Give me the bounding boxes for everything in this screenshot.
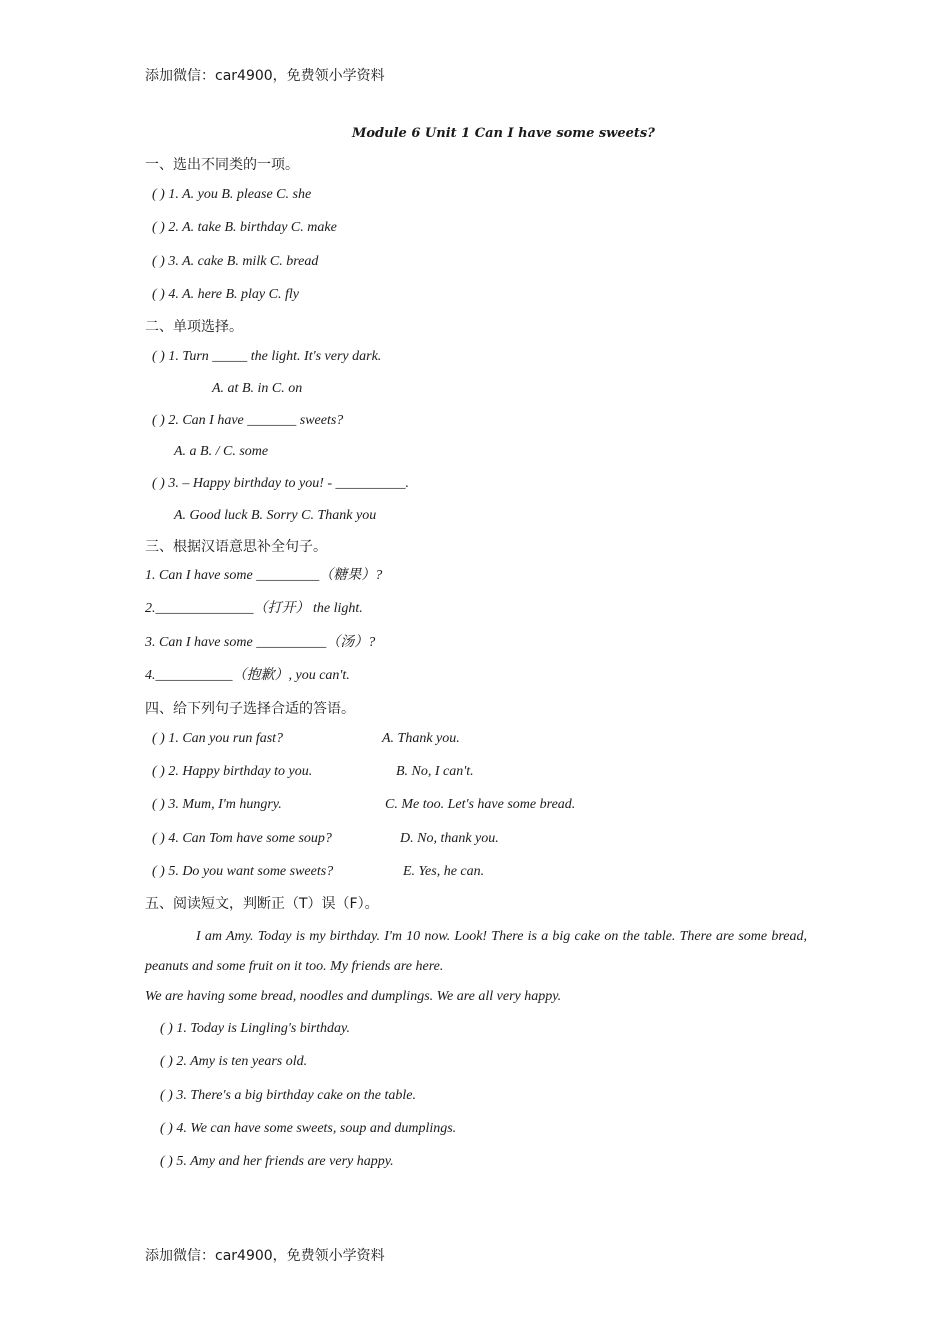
sec1-item-2: ( ) 2. A. take B. birthday C. make — [152, 220, 337, 235]
sec2-question-2: ( ) 2. Can I have _______ sweets? — [152, 413, 344, 428]
sec1-item-3: ( ) 3. A. cake B. milk C. bread — [152, 254, 319, 269]
sec5-item-1: ( ) 1. Today is Lingling's birthday. — [160, 1021, 350, 1036]
page-footer: 添加微信：car4900，免费领小学资料 — [145, 1248, 385, 1264]
sec4-answer-e: E. Yes, he can. — [403, 864, 485, 879]
sec2-question-3: ( ) 3. – Happy birthday to you! - __________. — [152, 476, 410, 491]
sec5-item-3: ( ) 3. There's a big birthday cake on the table. — [160, 1088, 416, 1103]
sec5-item-2: ( ) 2. Amy is ten years old. — [160, 1054, 308, 1069]
sec2-options-1: A. at B. in C. on — [212, 381, 303, 396]
section-2-heading: 二、单项选择。 — [145, 319, 243, 335]
sec3-item-2: 2.______________（打开） the light. — [145, 601, 363, 616]
section-1-heading: 一、选出不同类的一项。 — [145, 157, 299, 173]
section-3-heading: 三、根据汉语意思补全句子。 — [145, 539, 327, 555]
sec1-item-1: ( ) 1. A. you B. please C. she — [152, 187, 312, 202]
sec5-item-5: ( ) 5. Amy and her friends are very happy. — [160, 1154, 394, 1169]
reading-paragraph-1: I am Amy. Today is my birthday. I'm 10 now. Look! There is a big cake on the table. There are some bread, peanuts and some fruit on it too. My friends are here. — [145, 929, 807, 974]
sec3-item-1: 1. Can I have some _________（糖果）? — [145, 568, 383, 583]
sec4-question-5: ( ) 5. Do you want some sweets? — [152, 864, 334, 879]
sec5-item-4: ( ) 4. We can have some sweets, soup and dumplings. — [160, 1121, 457, 1136]
reading-paragraph-2: We are having some bread, noodles and dumplings. We are all very happy. — [145, 989, 562, 1004]
sec4-question-1: ( ) 1. Can you run fast? — [152, 731, 284, 746]
sec4-answer-a: A. Thank you. — [382, 731, 460, 746]
sec4-question-2: ( ) 2. Happy birthday to you. — [152, 764, 313, 779]
section-5-heading: 五、阅读短文，判断正（T）误（F）。 — [145, 896, 379, 912]
sec4-answer-b: B. No, I can't. — [396, 764, 474, 779]
sec3-item-3: 3. Can I have some __________（汤）? — [145, 635, 376, 650]
sec2-options-2: A. a B. / C. some — [174, 444, 269, 459]
page-title: Module 6 Unit 1 Can I have some sweets? — [352, 126, 655, 141]
sec2-options-3: A. Good luck B. Sorry C. Thank you — [174, 508, 377, 523]
sec4-question-4: ( ) 4. Can Tom have some soup? — [152, 831, 332, 846]
reading-passage — [145, 922, 807, 1012]
sec4-answer-c: C. Me too. Let's have some bread. — [385, 797, 576, 812]
sec1-item-4: ( ) 4. A. here B. play C. fly — [152, 287, 299, 302]
page-header: 添加微信：car4900，免费领小学资料 — [145, 68, 385, 84]
section-4-heading: 四、给下列句子选择合适的答语。 — [145, 701, 355, 717]
sec4-answer-d: D. No, thank you. — [400, 831, 499, 846]
sec4-question-3: ( ) 3. Mum, I'm hungry. — [152, 797, 282, 812]
sec3-item-4: 4.___________（抱歉）, you can't. — [145, 668, 350, 683]
sec2-question-1: ( ) 1. Turn _____ the light. It's very dark. — [152, 349, 382, 364]
